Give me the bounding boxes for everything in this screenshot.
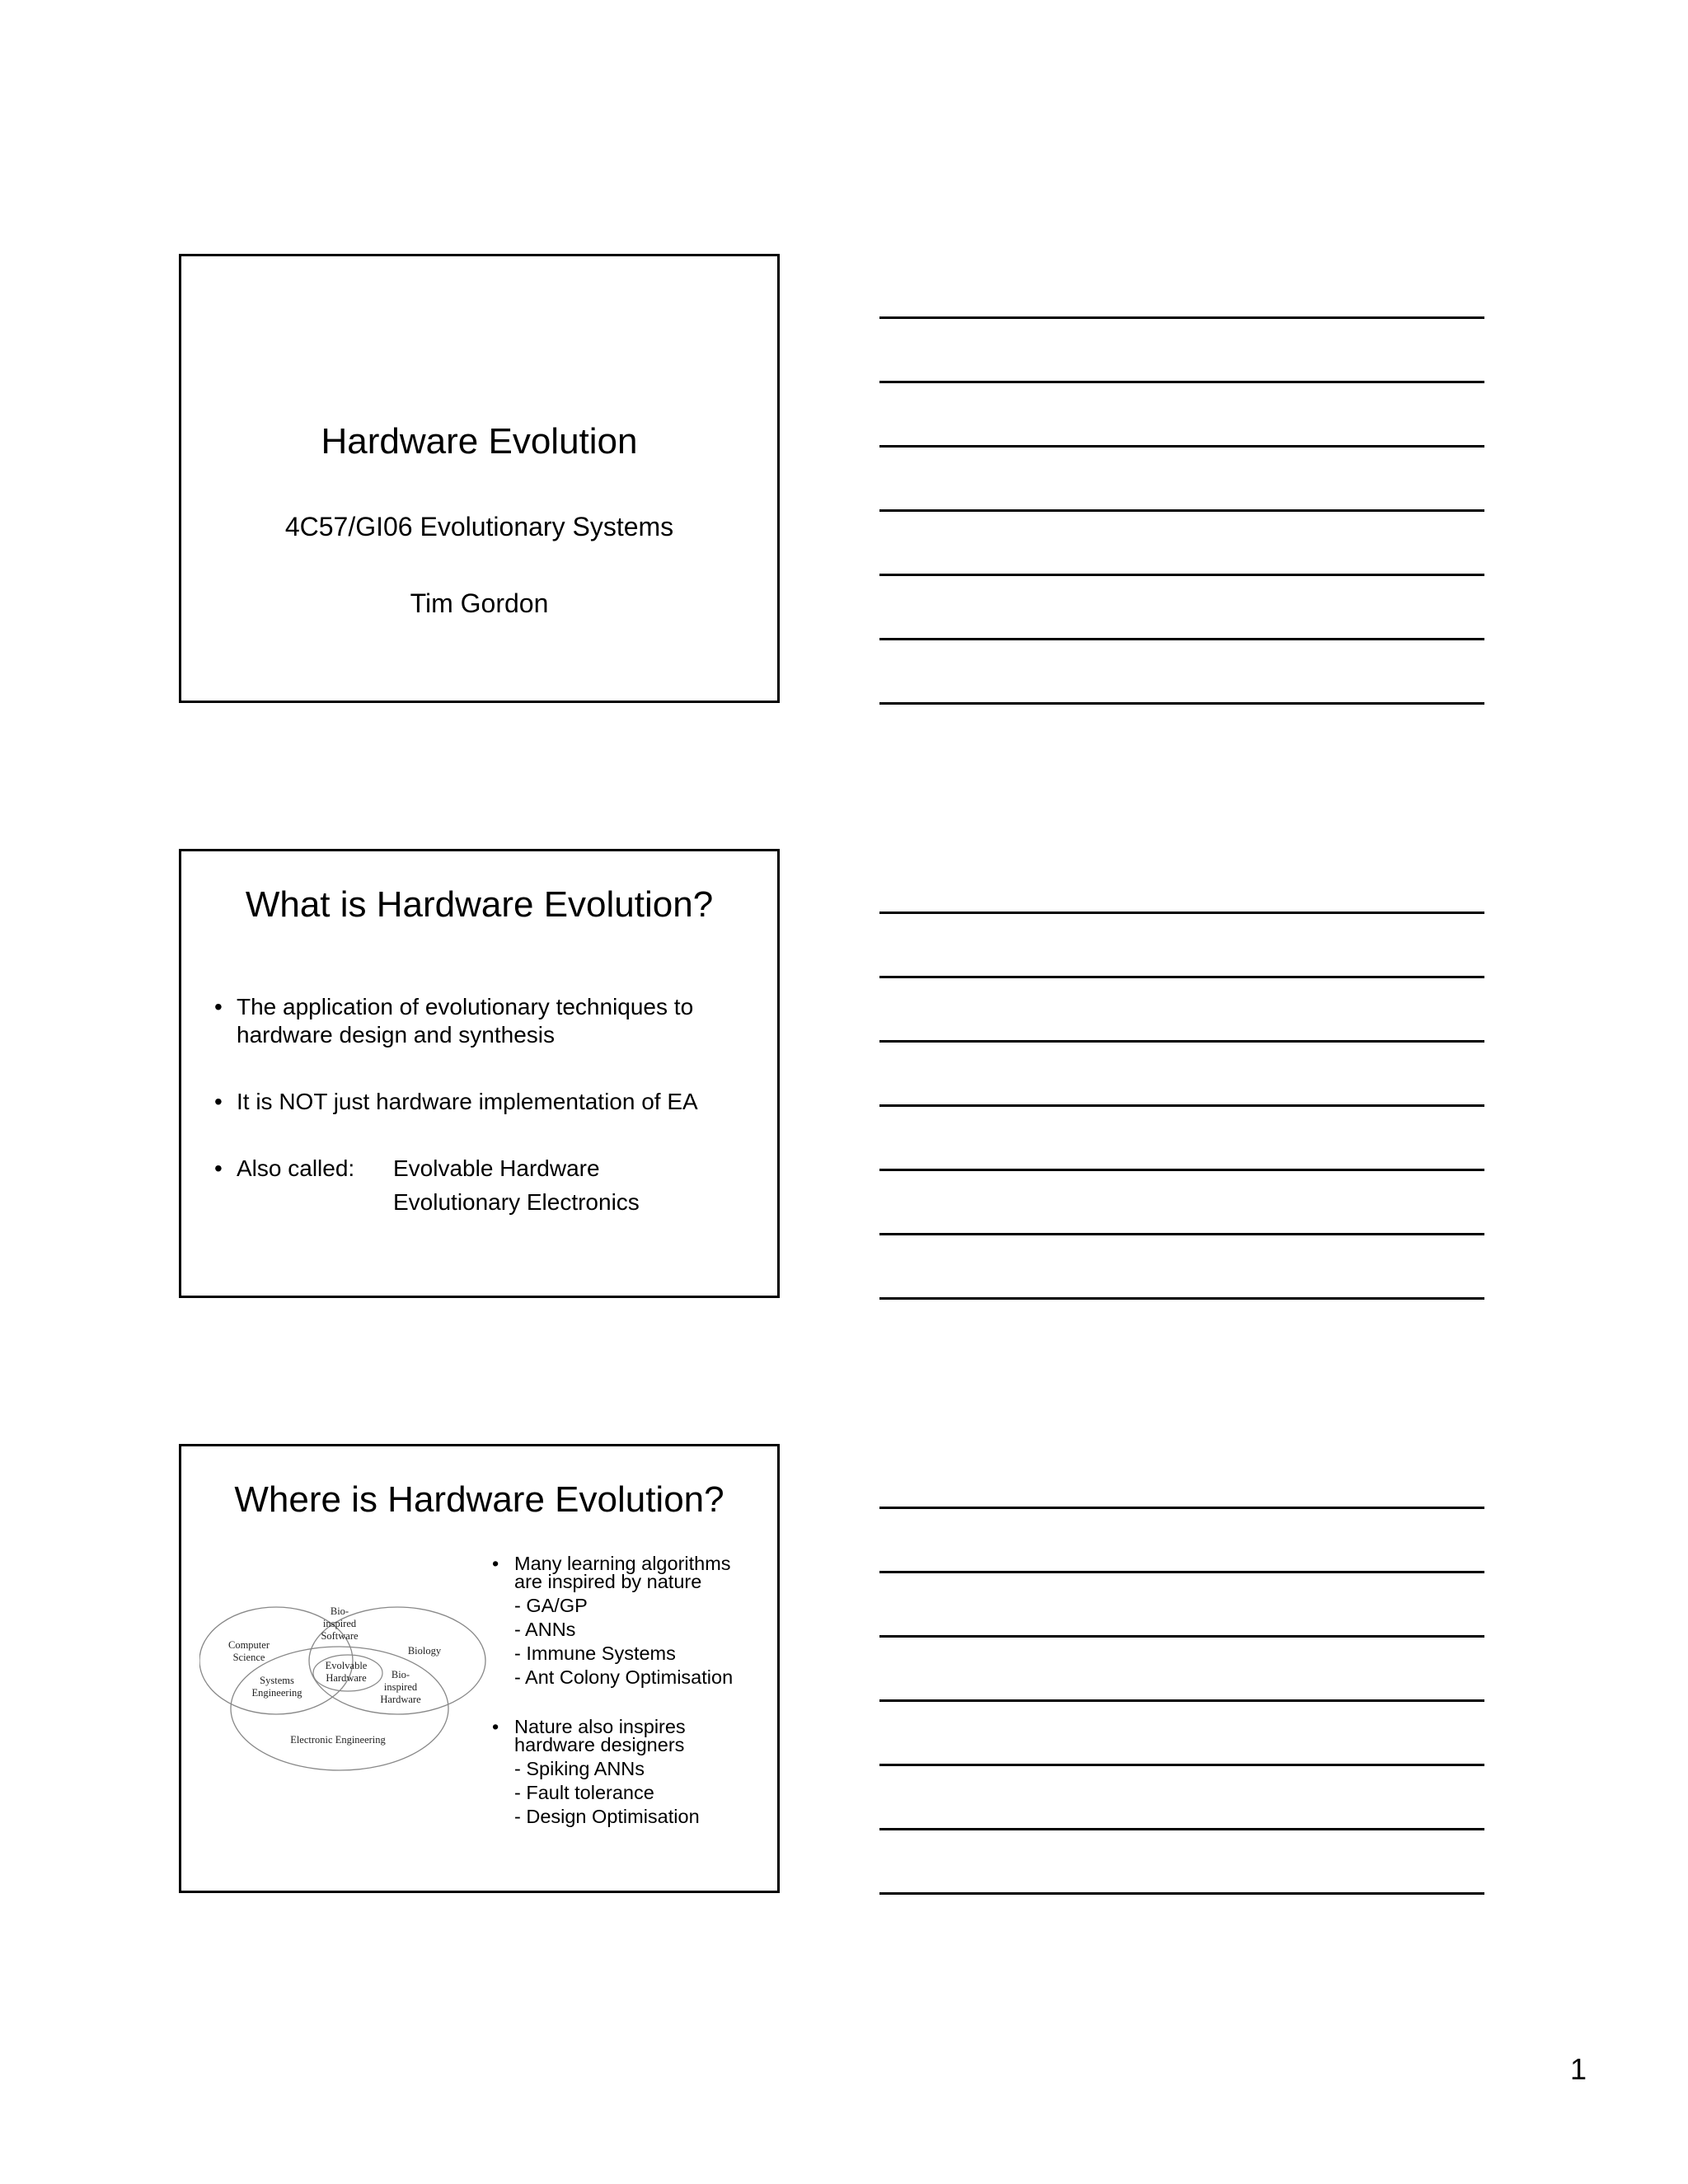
note-line <box>879 1571 1484 1573</box>
note-line <box>879 1828 1484 1830</box>
slide-heading: Where is Hardware Evolution? <box>234 1479 724 1520</box>
slide-heading: What is Hardware Evolution? <box>245 884 714 925</box>
note-line <box>879 976 1484 978</box>
note-line <box>879 912 1484 914</box>
venn-label: Software <box>321 1630 359 1642</box>
note-line <box>879 1040 1484 1043</box>
venn-label: Evolvable <box>325 1660 368 1671</box>
slide-title <box>179 254 780 703</box>
list-text: - ANNs <box>514 1619 576 1640</box>
bullet-icon: • <box>492 1716 499 1737</box>
note-line <box>879 1104 1484 1107</box>
bullet-text: It is NOT just hardware implementation of EA <box>237 1089 698 1114</box>
alias-text: Evolutionary Electronics <box>393 1189 640 1215</box>
venn-label: inspired <box>322 1618 357 1629</box>
alias-text: Evolvable Hardware <box>393 1155 600 1181</box>
note-line <box>879 1169 1484 1171</box>
list-text: - GA/GP <box>514 1595 588 1616</box>
note-line <box>879 1699 1484 1702</box>
note-line <box>879 574 1484 576</box>
list-text: hardware designers <box>514 1734 685 1755</box>
list-text: - Spiking ANNs <box>514 1758 645 1779</box>
author-name: Tim Gordon <box>410 588 549 618</box>
note-line <box>879 1507 1484 1509</box>
note-line <box>879 1892 1484 1895</box>
venn-label: Computer <box>228 1639 270 1651</box>
note-line <box>879 1233 1484 1235</box>
list-text: - Ant Colony Optimisation <box>514 1666 734 1688</box>
note-line <box>879 445 1484 448</box>
course-code: 4C57/GI06 Evolutionary Systems <box>284 512 674 541</box>
note-line <box>879 1297 1484 1300</box>
page-number: 1 <box>1570 2052 1587 2086</box>
bullet-text: hardware design and synthesis <box>237 1022 556 1047</box>
note-line <box>879 381 1484 383</box>
venn-label: Hardware <box>326 1672 367 1684</box>
list-text: Nature also inspires <box>514 1716 686 1737</box>
note-line <box>879 316 1484 319</box>
venn-label: inspired <box>383 1681 418 1693</box>
note-line <box>879 702 1484 705</box>
list-text: Many learning algorithms <box>514 1553 731 1574</box>
venn-label: Engineering <box>251 1687 302 1699</box>
venn-diagram <box>199 1586 488 1788</box>
venn-label: Systems <box>260 1675 294 1686</box>
venn-label: Hardware <box>380 1694 421 1705</box>
bullet-icon: • <box>492 1553 499 1574</box>
bullet-icon: • <box>214 1155 223 1181</box>
bullet-icon: • <box>214 994 223 1019</box>
venn-label: Bio- <box>330 1605 349 1617</box>
list-text: - Fault tolerance <box>514 1782 654 1803</box>
list-text: are inspired by nature <box>514 1571 702 1592</box>
venn-label: Electronic Engineering <box>290 1734 386 1746</box>
slide-what-is <box>179 849 780 1298</box>
bullet-icon: • <box>214 1089 223 1114</box>
slide-title-heading: Hardware Evolution <box>321 421 638 462</box>
venn-label: Bio- <box>391 1669 410 1680</box>
slide-where-is <box>179 1444 780 1893</box>
list-text: - Immune Systems <box>514 1643 676 1664</box>
list-text: - Design Optimisation <box>514 1806 700 1827</box>
venn-label: Biology <box>407 1645 442 1657</box>
venn-label: Science <box>232 1652 265 1663</box>
note-line <box>879 638 1484 640</box>
note-line <box>879 509 1484 512</box>
note-line <box>879 1764 1484 1766</box>
note-line <box>879 1635 1484 1638</box>
bullet-label: Also called: <box>237 1155 355 1181</box>
bullet-text: The application of evolutionary techniques to <box>237 994 694 1019</box>
